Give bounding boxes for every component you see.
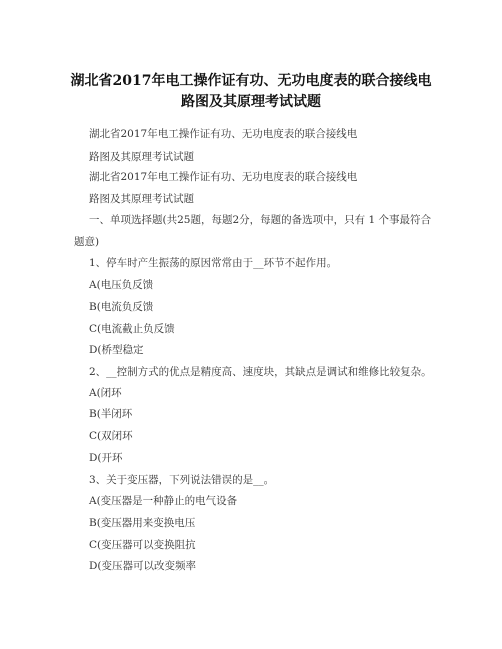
question-3-option-c: C(变压器可以变换阻抗 xyxy=(89,539,196,551)
question-3-option-d: D(变压器可以改变频率 xyxy=(89,560,197,572)
subtitle-line-4: 路图及其原理考试试题 xyxy=(89,193,194,205)
section-header-line-1: 一、单项选择题(共25题，每题2分，每题的备选项中，只有 1 个事最符合 xyxy=(89,214,431,226)
question-2-option-a: A(闭环 xyxy=(89,387,122,399)
question-3-option-b: B(变压器用来变换电压 xyxy=(89,517,196,529)
question-2-option-d: D(开环 xyxy=(89,452,123,464)
subtitle-line-2: 路图及其原理考试试题 xyxy=(89,151,194,163)
question-1-stem: 1、停车时产生振荡的原因常常由于__环节不起作用。 xyxy=(89,257,338,269)
question-1-option-c: C(电流截止负反馈 xyxy=(89,323,175,335)
document-title-line-1: 湖北省2017年电工操作证有功、无功电度表的联合接线电 xyxy=(70,73,432,89)
question-1-option-d: D(桥型稳定 xyxy=(89,344,144,356)
question-2-stem: 2、__控制方式的优点是精度高、速度块，其缺点是调试和维修比较复杂。 xyxy=(89,366,432,378)
section-header-line-2: 题意) xyxy=(74,236,100,248)
subtitle-line-1: 湖北省2017年电工操作证有功、无功电度表的联合接线电 xyxy=(89,128,358,140)
question-2-option-c: C(双闭环 xyxy=(89,430,133,442)
question-1-option-a: A(电压负反馈 xyxy=(89,279,154,291)
question-1-option-b: B(电流负反馈 xyxy=(89,301,154,313)
question-3-option-a: A(变压器是一种静止的电气设备 xyxy=(89,495,238,507)
document-title-line-2: 路图及其原理考试试题 xyxy=(181,94,321,110)
subtitle-line-3: 湖北省2017年电工操作证有功、无功电度表的联合接线电 xyxy=(89,171,358,183)
question-3-stem: 3、关于变压器，下列说法错误的是__。 xyxy=(89,474,275,486)
question-2-option-b: B(半闭环 xyxy=(89,408,133,420)
